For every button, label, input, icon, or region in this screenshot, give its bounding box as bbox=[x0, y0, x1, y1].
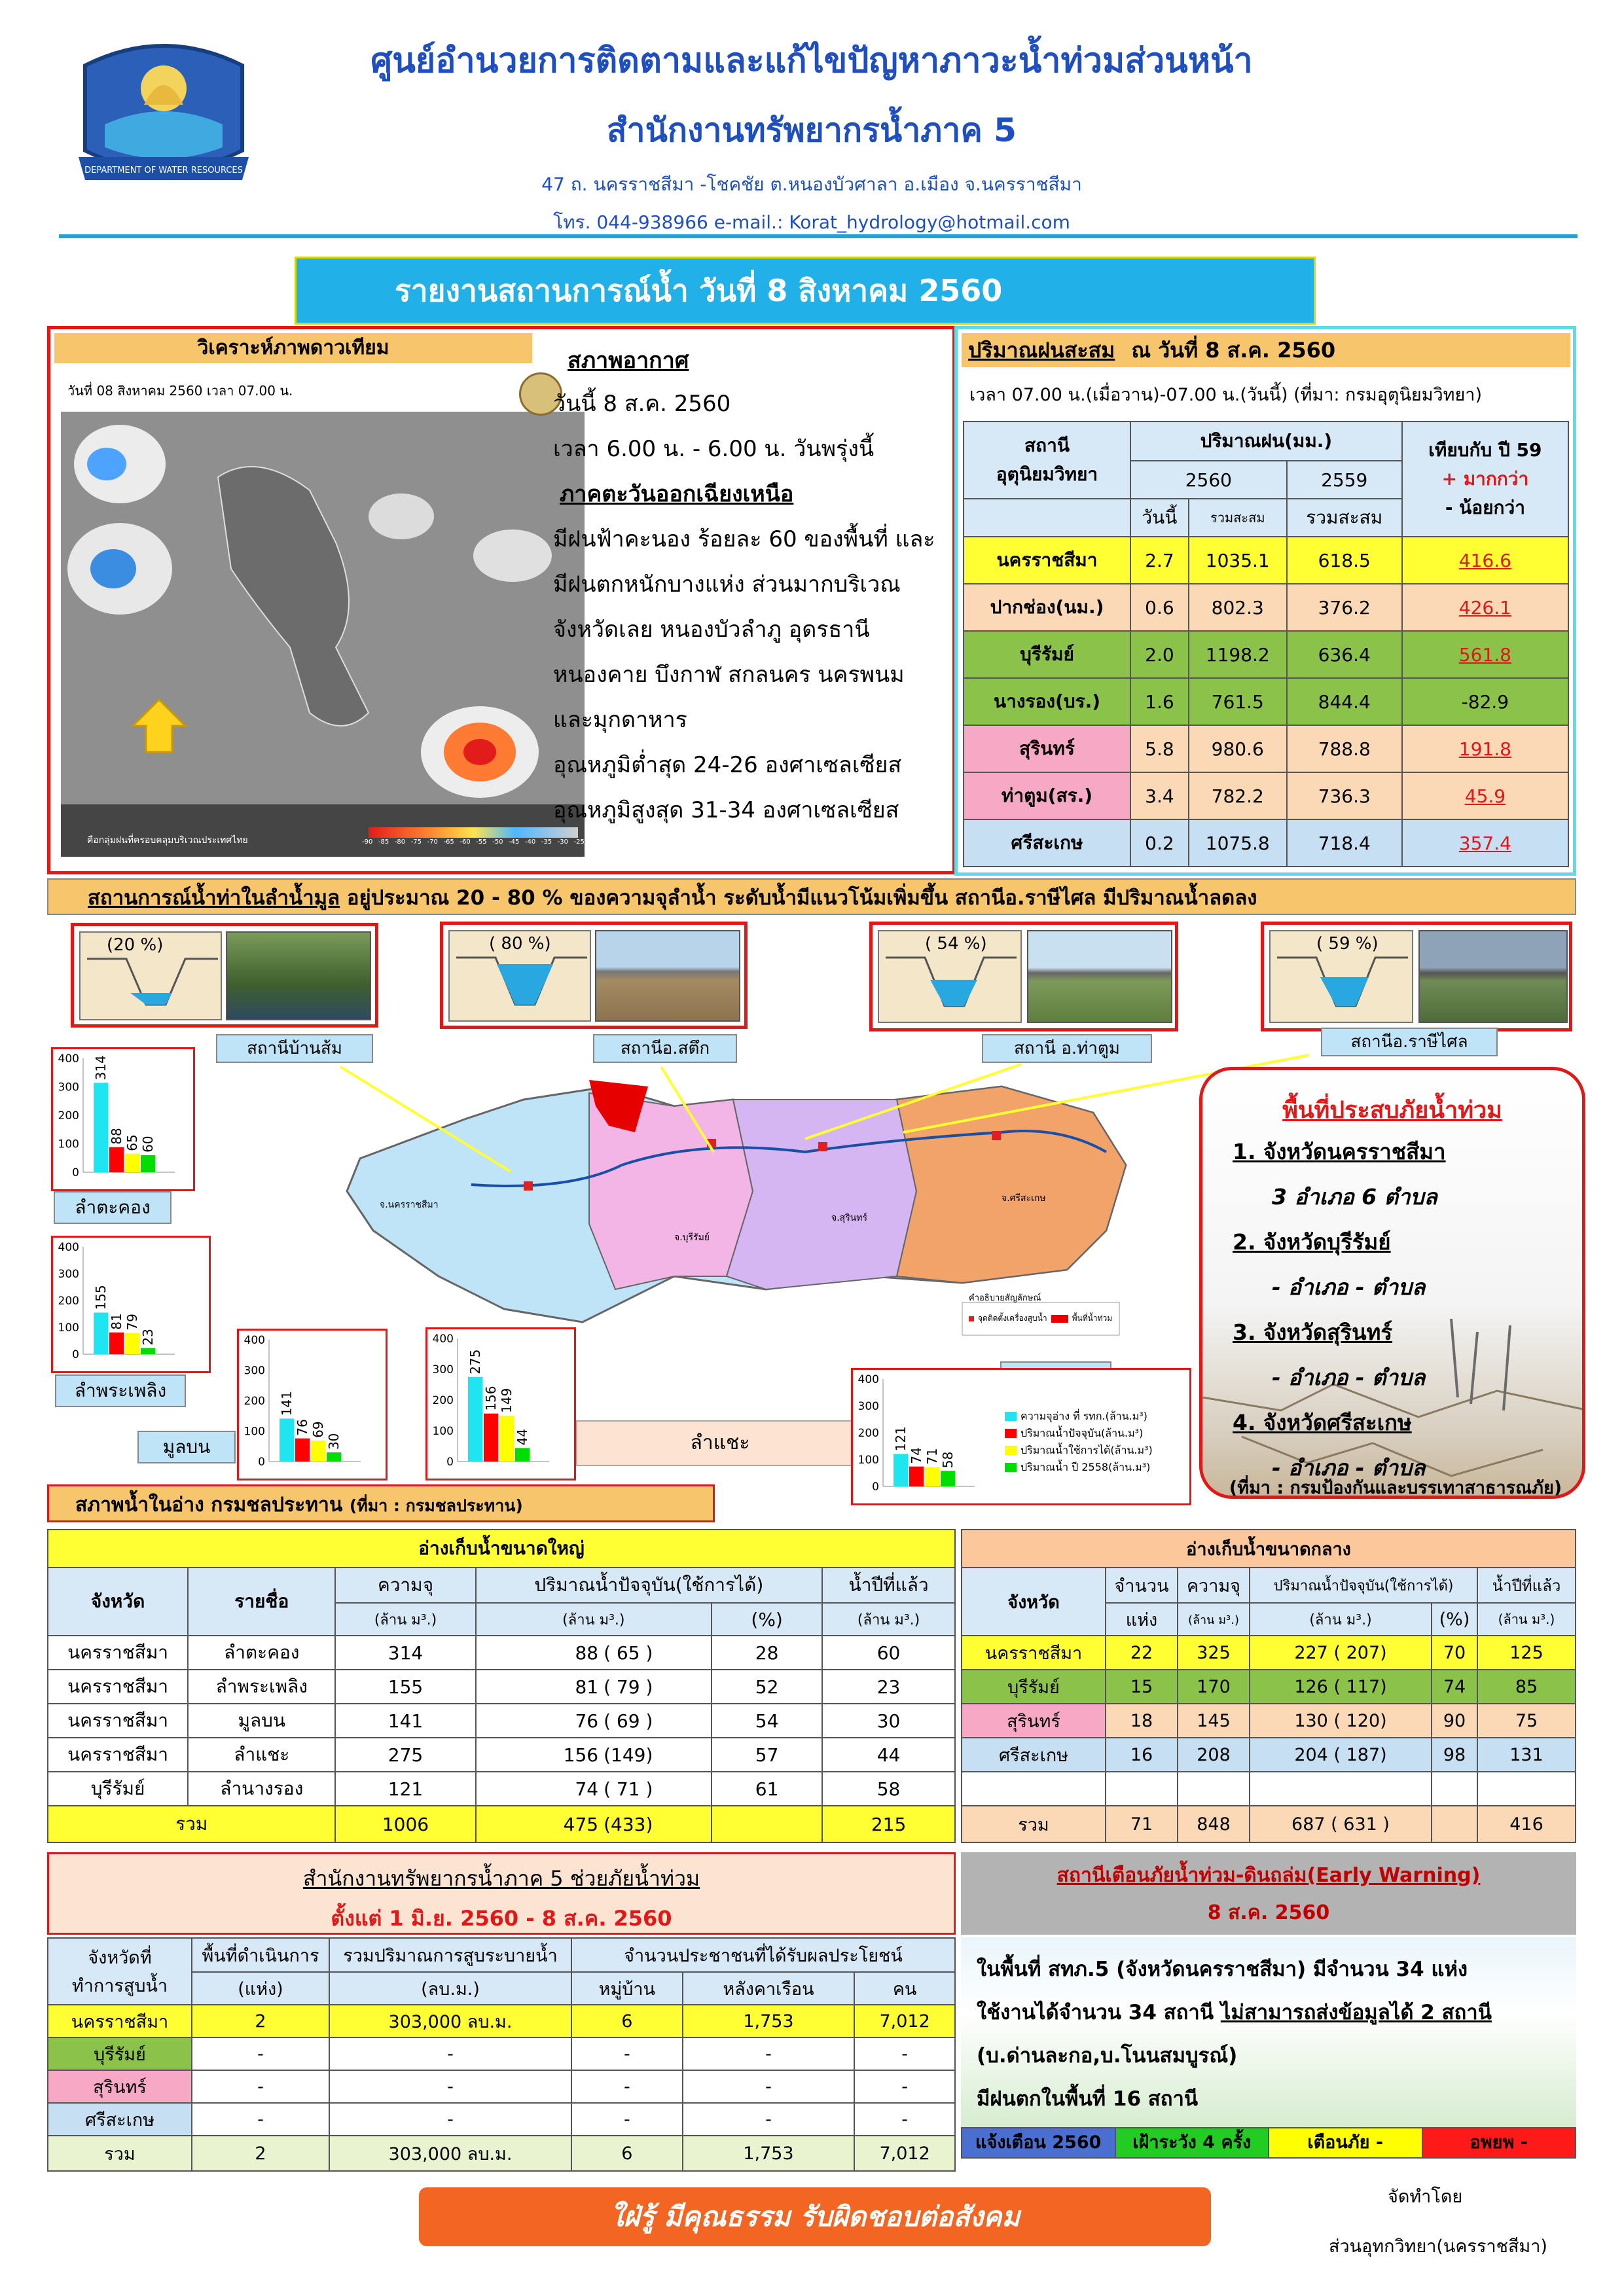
bar-value-label: 69 bbox=[310, 1421, 326, 1438]
pumping-heading-box bbox=[47, 1852, 956, 1935]
ew-line: ใช้งานได้จำนวน 34 สถานี ไม่สามารถส่งข้อมูลได้ 2 สถานี bbox=[977, 2001, 1492, 2024]
chart-frame bbox=[851, 1368, 1191, 1505]
table-row: นครราชสีมา 2.7 1035.1 618.5 416.6 bbox=[964, 537, 1568, 584]
table-row: นครราชสีมา ลำตะคอง 314 88 ( 65 ) 28 60 bbox=[48, 1636, 955, 1670]
table-row: นครราชสีมา มูลบน 141 76 ( 69 ) 54 30 bbox=[48, 1704, 955, 1738]
pumping-heading: สำนักงานทรัพยากรน้ำภาค 5 ช่วยภัยน้ำท่วม bbox=[302, 1866, 700, 1891]
bar bbox=[515, 1448, 530, 1462]
y-tick-label: 400 bbox=[58, 1052, 79, 1066]
col-count-unit: แห่ง bbox=[1106, 1603, 1178, 1636]
bar-value-label: 65 bbox=[124, 1134, 140, 1151]
y-tick-label: 0 bbox=[872, 1480, 879, 1494]
pumping-table bbox=[47, 1937, 956, 2172]
rainfall-subheading: เวลา 07.00 น.(เมื่อวาน)-07.00 น.(วันนี้) (ที่มา: กรมอุตุนิยมวิทยา) bbox=[969, 385, 1482, 405]
weather-line: วันนี้ 8 ส.ค. 2560 bbox=[553, 391, 731, 417]
satellite-heading: วิเคราะห์ภาพดาวเทียม bbox=[54, 333, 532, 363]
bar-value-label: 81 bbox=[109, 1313, 124, 1330]
col-unit: (ล้าน ม³.) bbox=[335, 1603, 475, 1636]
bar-chart bbox=[239, 1331, 386, 1479]
legend-item: ความจุอ่าง ที่ รทก.(ล้าน.ม³) bbox=[1005, 1408, 1188, 1425]
col-today: วันนี้ bbox=[1130, 499, 1189, 537]
bar bbox=[311, 1441, 325, 1462]
y-tick-label: 200 bbox=[244, 1395, 265, 1408]
bar-value-label: 76 bbox=[295, 1419, 310, 1436]
y-tick-label: 100 bbox=[244, 1425, 265, 1439]
chart-title: ลำพระเพลิง bbox=[55, 1374, 186, 1407]
chart-frame bbox=[51, 1047, 195, 1191]
bar-chart bbox=[53, 1049, 193, 1189]
col-province: จังหวัด bbox=[962, 1568, 1106, 1636]
chart-frame bbox=[237, 1329, 388, 1480]
table-row: บุรีรัมย์ 15 170 126 ( 117) 74 85 bbox=[962, 1670, 1576, 1704]
table-row: สุรินทร์ - - - - - bbox=[48, 2070, 955, 2103]
col-area-unit: (แห่ง) bbox=[192, 1972, 329, 2005]
col-rain: ปริมาณฝน(มม.) bbox=[1130, 422, 1402, 461]
logo-text: DEPARTMENT OF WATER RESOURCES bbox=[84, 166, 243, 175]
table-total-row: รวม 2 303,000 ลบ.ม. 6 1,753 7,012 bbox=[48, 2136, 955, 2171]
header-contact: โทร. 044-938966 e-mail.: Korat_hydrology@hotmail.com bbox=[553, 211, 1070, 233]
col-capacity: ความจุ bbox=[1178, 1568, 1250, 1603]
pumping-panel bbox=[47, 1852, 956, 2164]
flood-area-list bbox=[1233, 1129, 1573, 1490]
bar bbox=[94, 1083, 108, 1172]
col-unit: (ล้าน ม³.) bbox=[476, 1603, 712, 1636]
province-label: จ.นครราชสีมา bbox=[380, 1200, 439, 1210]
station-name: สถานี อ.ท่าตูม bbox=[982, 1034, 1152, 1063]
bar-value-label: 141 bbox=[279, 1391, 295, 1416]
col-current: ปริมาณน้ำปัจจุบัน(ใช้การได้) bbox=[1250, 1568, 1477, 1603]
bar-value-label: 74 bbox=[909, 1447, 924, 1464]
current-cell: 130 ( 120) bbox=[1250, 1704, 1432, 1738]
weather-heading: สภาพอากาศ bbox=[568, 348, 689, 374]
prepared-by: จัดทำโดย bbox=[1388, 2187, 1463, 2207]
early-warning-heading-box bbox=[961, 1852, 1576, 1935]
early-warning-date: 8 ส.ค. 2560 bbox=[1207, 1901, 1330, 1924]
pumping-period: ตั้งแต่ 1 มิ.ย. 2560 - 8 ส.ค. 2560 bbox=[331, 1906, 672, 1931]
flood-detail: - อำเภอ - ตำบล bbox=[1272, 1274, 1426, 1300]
y-tick-label: 400 bbox=[244, 1334, 265, 1347]
rainfall-heading-date: ณ วันที่ 8 ส.ค. 2560 bbox=[1131, 338, 1336, 363]
col-lastyear: น้ำปีที่แล้ว bbox=[1477, 1568, 1576, 1603]
legend-swatch bbox=[1005, 1412, 1017, 1421]
bar-chart bbox=[53, 1238, 209, 1371]
bar-value-label: 44 bbox=[514, 1428, 530, 1446]
station-pct: ( 80 %) bbox=[489, 934, 551, 954]
current-cell: 204 ( 187) bbox=[1250, 1738, 1432, 1772]
legend-swatch bbox=[1005, 1463, 1017, 1472]
y-tick-label: 300 bbox=[244, 1364, 265, 1378]
bar-value-label: 71 bbox=[924, 1448, 940, 1465]
col-village: หมู่บ้าน bbox=[571, 1972, 683, 2005]
chart-frame bbox=[51, 1236, 211, 1373]
station-name: สถานีบ้านส้ม bbox=[216, 1034, 373, 1063]
chart-title: ลำตะคอง bbox=[54, 1191, 171, 1224]
col-volume-unit: (ลบ.ม.) bbox=[329, 1972, 571, 2005]
early-warning-body bbox=[961, 1937, 1576, 2127]
flood-province: 4. จังหวัดศรีสะเกษ bbox=[1233, 1410, 1412, 1435]
flood-area-panel bbox=[1199, 1067, 1585, 1499]
bar-value-label: 314 bbox=[93, 1055, 109, 1081]
table-total-row: รวม 71 848 687 ( 631 ) 416 bbox=[962, 1806, 1576, 1842]
col-unit: (ล้าน ม³.) bbox=[822, 1603, 955, 1636]
col-pct: (%) bbox=[1432, 1603, 1477, 1636]
bar-value-label: 60 bbox=[140, 1136, 156, 1153]
y-tick-label: 300 bbox=[58, 1268, 79, 1281]
bar bbox=[125, 1333, 139, 1354]
status-badge: อพยพ - bbox=[1422, 2128, 1576, 2157]
col-2560: 2560 bbox=[1130, 461, 1287, 499]
province-label: จ.สุรินทร์ bbox=[831, 1213, 868, 1223]
table-row: ปากช่อง(นม.) 0.6 802.3 376.2 426.1 bbox=[964, 584, 1568, 631]
table-row: บุรีรัมย์ - - - - - bbox=[48, 2037, 955, 2070]
col-people: จำนวนประชาชนที่ได้รับผลประโยชน์ bbox=[571, 1938, 955, 1972]
station-name: สถานีอ.สตึก bbox=[593, 1034, 737, 1063]
flood-detail: - อำเภอ - ตำบล bbox=[1272, 1365, 1426, 1390]
bar-value-label: 156 bbox=[483, 1386, 499, 1411]
col-capacity: ความจุ bbox=[335, 1568, 475, 1603]
bar bbox=[94, 1312, 108, 1354]
province-label: จ.ศรีสะเกษ bbox=[1001, 1193, 1046, 1204]
col-2559: 2559 bbox=[1287, 461, 1402, 499]
ew-line: ในพื้นที่ สทภ.5 (จังหวัดนครราชสีมา) มีจำนวน 34 แห่ง bbox=[977, 1958, 1468, 1981]
y-tick-label: 400 bbox=[432, 1333, 454, 1346]
chart-title: มูลบน bbox=[137, 1431, 236, 1463]
col-volume: รวมปริมาณการสูบระบายน้ำ bbox=[329, 1938, 571, 1972]
col-lastyear: น้ำปีที่แล้ว bbox=[822, 1568, 955, 1603]
table-row: สุรินทร์ 5.8 980.6 788.8 191.8 bbox=[964, 725, 1568, 772]
y-tick-label: 0 bbox=[72, 1348, 79, 1361]
large-reservoir-heading: อ่างเก็บน้ำขนาดใหญ่ bbox=[48, 1530, 955, 1568]
bar bbox=[468, 1377, 482, 1462]
bar bbox=[909, 1467, 924, 1486]
early-warning-heading: สถานีเตือนภัยน้ำท่วม-ดินถล่ม(Early Warning) bbox=[1056, 1864, 1481, 1887]
map-legend: จุดติดตั้งเครื่องสูบน้ำ พื้นที่น้ำท่วม bbox=[969, 1312, 1112, 1325]
legend-swatch bbox=[1005, 1446, 1017, 1455]
y-tick-label: 100 bbox=[58, 1138, 79, 1151]
chart-title: ลำแชะ bbox=[690, 1431, 750, 1454]
weather-line: เวลา 6.00 น. - 6.00 น. วันพรุ่งนี้ bbox=[553, 436, 875, 462]
y-tick-label: 100 bbox=[58, 1321, 79, 1335]
table-row: ท่าตูม(สร.) 3.4 782.2 736.3 45.9 bbox=[964, 772, 1568, 819]
bar-chart bbox=[427, 1329, 574, 1479]
y-tick-label: 100 bbox=[857, 1454, 879, 1467]
bar bbox=[280, 1418, 294, 1462]
y-tick-label: 0 bbox=[446, 1456, 454, 1469]
y-tick-label: 0 bbox=[72, 1166, 79, 1179]
current-cell: 126 ( 117) bbox=[1250, 1670, 1432, 1704]
weather-line: มีฝนฟ้าคะนอง ร้อยละ 60 ของพื้นที่ และ bbox=[553, 526, 935, 552]
header-title: ศูนย์อำนวยการติดตามและแก้ไขปัญหาภาวะน้ำท่วมส่วนหน้า bbox=[370, 41, 1253, 81]
table-total-row: รวม 1006 475 (433) 215 bbox=[48, 1806, 955, 1842]
bar bbox=[141, 1348, 155, 1354]
table-row: สุรินทร์ 18 145 130 ( 120) 90 75 bbox=[962, 1704, 1576, 1738]
bar-value-label: 88 bbox=[109, 1128, 124, 1145]
y-tick-label: 400 bbox=[857, 1373, 879, 1386]
y-tick-label: 200 bbox=[857, 1427, 879, 1440]
col-accum: รวมสะสม bbox=[1189, 499, 1287, 537]
table-row: นางรอง(บร.) 1.6 761.5 844.4 -82.9 bbox=[964, 678, 1568, 725]
bar-value-label: 275 bbox=[467, 1349, 483, 1374]
bar bbox=[484, 1414, 498, 1462]
station-name: สถานีอ.ราษีไศล bbox=[1321, 1028, 1498, 1056]
col-current: ปริมาณน้ำปัจจุบัน(ใช้การได้) bbox=[476, 1568, 823, 1603]
bar-value-label: 155 bbox=[93, 1285, 109, 1310]
flood-province: 1. จังหวัดนครราชสีมา bbox=[1233, 1139, 1446, 1164]
flood-detail: - อำเภอ - ตำบล bbox=[1272, 1455, 1426, 1480]
table-row: บุรีรัมย์ 2.0 1198.2 636.4 561.8 bbox=[964, 631, 1568, 678]
satellite-scale: -90 -85 -80 -75 -70 -65 -60 -55 -50 -45 -40 -35 -30 -25 bbox=[362, 838, 585, 846]
status-badge: แจ้งเตือน 2560 bbox=[962, 2128, 1115, 2157]
bar bbox=[109, 1147, 124, 1172]
y-tick-label: 200 bbox=[432, 1394, 454, 1407]
y-tick-label: 100 bbox=[432, 1425, 454, 1438]
bar-value-label: 30 bbox=[326, 1433, 342, 1450]
col-person: คน bbox=[854, 1972, 955, 2005]
flood-detail: 3 อำเภอ 6 ตำบล bbox=[1272, 1184, 1437, 1210]
bar-value-label: 149 bbox=[499, 1388, 514, 1413]
map-legend-title: คำอธิบายสัญลักษณ์ bbox=[969, 1293, 1041, 1303]
flood-area-source: (ที่มา : กรมป้องกันและบรรเทาสาธารณภัย) bbox=[1229, 1478, 1562, 1498]
col-unit: (ล้าน ม³.) bbox=[1250, 1603, 1432, 1636]
y-tick-label: 300 bbox=[857, 1400, 879, 1413]
col-house: หลังคาเรือน bbox=[683, 1972, 855, 2005]
bar bbox=[109, 1333, 124, 1354]
y-tick-label: 200 bbox=[58, 1109, 79, 1122]
y-tick-label: 0 bbox=[258, 1456, 265, 1469]
header-address: 47 ถ. นครราชสีมา -โชคชัย ต.หนองบัวศาลา อ.เมือง จ.นครราชสีมา bbox=[541, 173, 1082, 195]
y-tick-label: 300 bbox=[432, 1363, 454, 1376]
col-name: รายชื่อ bbox=[188, 1568, 335, 1636]
col-count: จำนวน bbox=[1106, 1568, 1178, 1603]
y-tick-label: 200 bbox=[58, 1295, 79, 1308]
bar bbox=[893, 1454, 908, 1486]
current-cell: 227 ( 207) bbox=[1250, 1636, 1432, 1670]
y-tick-label: 400 bbox=[58, 1241, 79, 1254]
weather-line: อุณหภูมิสูงสุด 31-34 องศาเซลเซียส bbox=[553, 797, 899, 823]
bar bbox=[925, 1467, 939, 1486]
chart-title-box bbox=[576, 1420, 864, 1466]
bar-value-label: 121 bbox=[893, 1426, 909, 1452]
ew-line: (บ.ด่านละกอ,บ.โนนสมบูรณ์) bbox=[977, 2044, 1238, 2068]
bar bbox=[499, 1416, 514, 1462]
medium-reservoir-table bbox=[961, 1529, 1576, 1843]
table-row: ศรีสะเกษ - - - - - bbox=[48, 2103, 955, 2136]
bar-chart bbox=[853, 1370, 1002, 1503]
table-row: นครราชสีมา ลำแชะ 275 156 (149) 57 44 bbox=[48, 1738, 955, 1772]
satellite-caption: วันที่ 08 สิงหาคม 2560 เวลา 07.00 น. bbox=[67, 383, 293, 399]
legend-item: ปริมาณน้ำ ปี 2558(ล้าน.ม³) bbox=[1005, 1459, 1188, 1476]
current-cell: 687 ( 631 ) bbox=[1250, 1806, 1432, 1842]
table-row: ศรีสะเกษ 0.2 1075.8 718.4 357.4 bbox=[964, 819, 1568, 867]
chart-frame bbox=[425, 1327, 576, 1480]
weather-line: และมุกดาหาร bbox=[553, 707, 687, 733]
report-title: รายงานสถานการณ์น้ำ วันที่ 8 สิงหาคม 2560 bbox=[295, 257, 1316, 325]
bar-value-label: 58 bbox=[940, 1451, 956, 1469]
weather-line: มีฝนตกหนักบางแห่ง ส่วนมากบริเวณ bbox=[553, 571, 901, 598]
weather-line: อุณหภูมิต่ำสุด 24-26 องศาเซลเซียส bbox=[553, 752, 902, 778]
col-unit: (ล้าน ม³.) bbox=[1477, 1603, 1576, 1636]
col-compare: เทียบกับ ปี 59 + มากกว่า - น้อยกว่า bbox=[1402, 422, 1568, 537]
table-row: นครราชสีมา 2 303,000 ลบ.ม. 6 1,753 7,012 bbox=[48, 2005, 955, 2037]
reservoir-section-heading: สภาพน้ำในอ่าง กรมชลประทาน (ที่มา : กรมชลประทาน) bbox=[47, 1484, 715, 1522]
col-province: จังหวัดที่ ทำการสูบน้ำ bbox=[48, 1938, 192, 2005]
weather-line: จังหวัดเลย หนองบัวลำภู อุดรธานี bbox=[553, 617, 870, 643]
y-tick-label: 300 bbox=[58, 1081, 79, 1094]
status-badge: เตือนภัย - bbox=[1268, 2128, 1422, 2157]
bar bbox=[327, 1452, 341, 1462]
station-pct: ( 59 %) bbox=[1316, 934, 1379, 954]
bar bbox=[141, 1155, 155, 1172]
col-area: พื้นที่ดำเนินการ bbox=[192, 1938, 329, 1972]
prepared-unit: ส่วนอุทกวิทยา(นครราชสีมา) bbox=[1329, 2236, 1547, 2257]
weather-line: หนองคาย บึงกาฬ สกลนคร นครพนม bbox=[553, 662, 905, 688]
weather-line: ภาคตะวันออกเฉียงเหนือ bbox=[560, 481, 794, 507]
bar-value-label: 23 bbox=[140, 1329, 156, 1346]
motto-banner: ใฝ่รู้ มีคุณธรรม รับผิดชอบต่อสังคม bbox=[419, 2187, 1211, 2246]
table-row: นครราชสีมา ลำพระเพลิง 155 81 ( 79 ) 52 23 bbox=[48, 1670, 955, 1704]
early-warning-panel bbox=[961, 1852, 1576, 2156]
table-row: บุรีรัมย์ ลำนางรอง 121 74 ( 71 ) 61 58 bbox=[48, 1772, 955, 1806]
ew-line: มีฝนตกในพื้นที่ 16 สถานี bbox=[977, 2087, 1199, 2111]
chart-legend bbox=[1005, 1408, 1188, 1476]
bar bbox=[125, 1154, 139, 1172]
table-row-empty bbox=[962, 1772, 1576, 1806]
bar-value-label: 79 bbox=[124, 1314, 140, 1331]
legend-swatch bbox=[1005, 1429, 1017, 1438]
rainfall-heading-label: ปริมาณฝนสะสม bbox=[968, 338, 1115, 363]
flood-province: 3. จังหวัดสุรินทร์ bbox=[1233, 1319, 1393, 1345]
river-situation-lead: สถานการณ์น้ำท่าในลำน้ำมูล bbox=[88, 886, 340, 910]
flood-area-heading: พื้นที่ประสบภัยน้ำท่วม bbox=[1282, 1097, 1502, 1124]
station-pct: (20 %) bbox=[107, 935, 164, 955]
legend-item: ปริมาณน้ำปัจจุบัน(ล้าน.ม³) bbox=[1005, 1425, 1188, 1442]
table-row: นครราชสีมา 22 325 227 ( 207) 70 125 bbox=[962, 1636, 1576, 1670]
bar bbox=[941, 1471, 955, 1486]
col-unit: (ล้าน ม³.) bbox=[1178, 1603, 1250, 1636]
satellite-footer-note: คือกลุ่มฝนที่ครอบคลุมบริเวณประเทศไทย bbox=[87, 835, 248, 846]
table-row: ศรีสะเกษ 16 208 204 ( 187) 98 131 bbox=[962, 1738, 1576, 1772]
col-accum-2559: รวมสะสม bbox=[1287, 499, 1402, 537]
early-warning-status-bar bbox=[961, 2127, 1576, 2159]
bar bbox=[295, 1439, 310, 1462]
col-pct: (%) bbox=[712, 1603, 822, 1636]
col-station: สถานี อุตุนิยมวิทยา bbox=[964, 422, 1130, 499]
header-subtitle: สำนักงานทรัพยากรน้ำภาค 5 bbox=[607, 111, 1017, 149]
flood-province: 2. จังหวัดบุรีรัมย์ bbox=[1233, 1229, 1391, 1255]
large-reservoir-table bbox=[47, 1529, 956, 1843]
medium-reservoir-heading: อ่างเก็บน้ำขนาดกลาง bbox=[962, 1530, 1576, 1568]
legend-item: ปริมาณน้ำใช้การได้(ล้าน.ม³) bbox=[1005, 1442, 1188, 1459]
province-label: จ.บุรีรัมย์ bbox=[674, 1232, 710, 1243]
river-situation-text: อยู่ประมาณ 20 - 80 % ของความจุลำน้ำ ระดับน้ำมีแนวโน้มเพิ่มขึ้น สถานีอ.ราษีไศล มีปริมาณน้ำลดลง bbox=[340, 886, 1257, 910]
station-pct: ( 54 %) bbox=[925, 934, 987, 954]
status-badge: เฝ้าระวัง 4 ครั้ง bbox=[1115, 2128, 1269, 2157]
col-province: จังหวัด bbox=[48, 1568, 188, 1636]
